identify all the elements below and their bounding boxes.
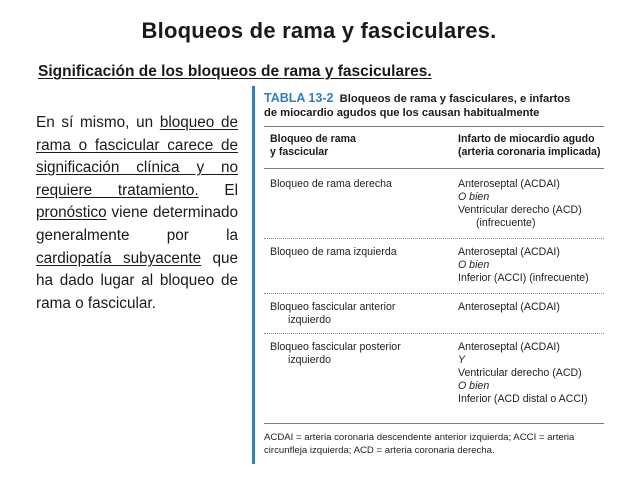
- body-text-7: que ha dado lugar al bloqueo de rama o fascicular.: [36, 249, 238, 312]
- table-footnote: [264, 432, 608, 457]
- row-1-right: [458, 178, 608, 230]
- row-separator: [264, 238, 604, 239]
- row-2-left-line1: Bloqueo de rama izquierda: [270, 246, 397, 258]
- table-footnote-line2: circunfleja izquierda; ACD = arteria coronaria derecha.: [264, 444, 495, 456]
- body-text-3: El: [224, 181, 238, 199]
- body-text-1: En sí mismo, un: [36, 114, 154, 131]
- row-1-left: [270, 178, 448, 191]
- column-header-right-line2: (arteria coronaria implicada): [458, 146, 601, 158]
- table-figure: [252, 86, 609, 464]
- table-rule-top: [264, 126, 604, 127]
- column-header-left-line2: y fascicular: [270, 146, 329, 158]
- row-4-left: [270, 341, 448, 367]
- column-header-right: [458, 133, 600, 159]
- table-title-line1: Bloqueos de rama y fasciculares, e infartos: [339, 93, 571, 105]
- slide-subtitle: Significación de los bloqueos de rama y fasciculares.: [38, 63, 432, 80]
- table-rule-header: [264, 168, 604, 169]
- row-1-left-line1: Bloqueo de rama derecha: [270, 178, 392, 190]
- row-4-left-line1: Bloqueo fascicular posterior: [270, 341, 401, 353]
- row-separator: [264, 293, 604, 294]
- row-3-left-line1: Bloqueo fascicular anterior: [270, 301, 396, 313]
- row-4-right-line1: Anteroseptal (ACDAI): [458, 341, 560, 353]
- body-text-6: cardiopatía subyacente: [36, 249, 202, 267]
- row-3-left-line2: izquierdo: [288, 314, 331, 326]
- table-accent-bar: [252, 86, 255, 464]
- row-2-right-line1: Anteroseptal (ACDAI): [458, 246, 560, 258]
- slide-title: Bloqueos de rama y fasciculares.: [141, 18, 497, 43]
- row-3-right: [458, 301, 608, 314]
- row-1-right-line1: Anteroseptal (ACDAI): [458, 178, 560, 190]
- row-4-right-line5: Inferior (ACD distal o ACCI): [458, 393, 588, 405]
- row-2-right-line2: O bien: [458, 259, 490, 271]
- row-4-right: [458, 341, 608, 406]
- table-title-line2: de miocardio agudos que los causan habitualmente: [264, 106, 540, 119]
- row-4-left-line2: izquierdo: [288, 354, 331, 366]
- column-header-left-line1: Bloqueo de rama: [270, 133, 356, 145]
- row-4-right-line3: Ventricular derecho (ACD): [458, 367, 582, 379]
- table-number: TABLA 13-2: [264, 91, 334, 105]
- row-1-right-line3: Ventricular derecho (ACD): [458, 204, 582, 216]
- table-footnote-line1: ACDAI = arteria coronaria descendente anterior izquierda; ACCI = arteria: [264, 432, 575, 443]
- column-header-left: [270, 133, 356, 159]
- row-2-right-line3: Inferior (ACCI) (infrecuente): [458, 272, 589, 284]
- table-heading: [264, 92, 604, 120]
- row-3-left: [270, 301, 448, 327]
- row-4-right-line2: Y: [458, 354, 466, 366]
- row-4-right-line4: O bien: [458, 380, 490, 392]
- body-text-2: bloqueo de rama o fascicular carece de significación clínica y no requiere tratamiento.: [36, 114, 238, 199]
- column-header-right-line1: Infarto de miocardio agudo: [458, 133, 595, 145]
- table-rule-bottom: [264, 423, 604, 424]
- row-2-right: [458, 246, 608, 285]
- row-1-right-line4: (infrecuente): [476, 217, 536, 229]
- row-3-right-line1: Anteroseptal (ACDAI): [458, 301, 560, 313]
- row-separator: [264, 333, 604, 334]
- body-text-4: pronóstico: [36, 204, 107, 222]
- body-paragraph: [36, 112, 238, 315]
- body-text-5: viene determinado generalmente por la: [36, 204, 238, 244]
- row-1-right-line2: O bien: [458, 191, 490, 203]
- row-2-left: [270, 246, 448, 259]
